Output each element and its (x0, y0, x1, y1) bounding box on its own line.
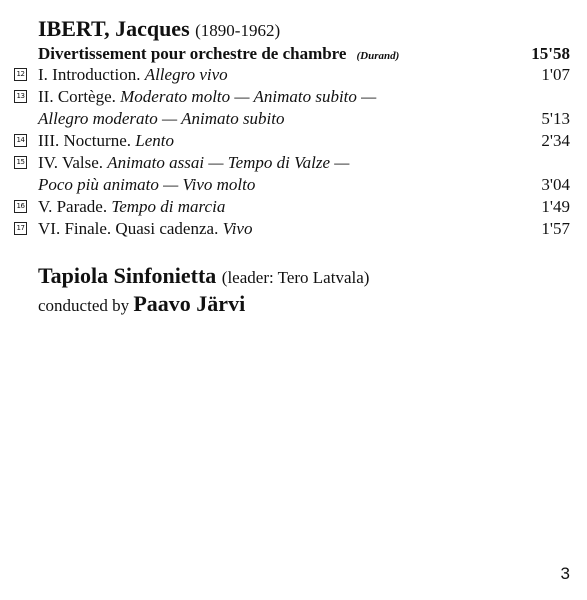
track-title (38, 86, 376, 108)
track-tempo: Moderato molto — Animato subito — (120, 87, 377, 106)
track-title (38, 64, 228, 86)
composer-name: IBERT, Jacques (38, 16, 190, 41)
track-tempo: Poco più animato — Vivo molto (38, 175, 256, 194)
track-tempo: Allegro moderato — Animato subito (38, 109, 285, 128)
track-title (38, 152, 349, 174)
track-title (38, 196, 225, 218)
composer-heading (38, 16, 280, 44)
track-number-box: 17 (14, 222, 27, 235)
track-line (0, 86, 587, 108)
track-tempo: Tempo di marcia (111, 197, 226, 216)
track-tempo: Lento (135, 131, 174, 150)
work-publisher: (Durand) (356, 50, 400, 62)
work-heading (38, 44, 570, 64)
conductor-prefix: conducted by (38, 296, 134, 315)
track-number-box: 12 (14, 68, 27, 81)
conductor-name: Paavo Järvi (133, 291, 246, 316)
track-line (0, 108, 587, 130)
track-title (38, 174, 255, 196)
track-tempo: Vivo (222, 219, 253, 238)
track-movement: I. Introduction. (38, 65, 145, 84)
track-title (38, 218, 252, 240)
track-duration: 1'57 (541, 219, 570, 238)
track-duration: 2'34 (541, 131, 570, 150)
track-movement: VI. Finale. Quasi cadenza. (38, 219, 223, 238)
track-title (38, 130, 174, 152)
track-tempo: Allegro vivo (144, 65, 228, 84)
track-line (0, 130, 587, 152)
track-tempo: Animato assai — Tempo di Valze — (107, 153, 350, 172)
track-line (0, 64, 587, 86)
track-line (0, 196, 587, 218)
track-number-box: 16 (14, 200, 27, 213)
track-title (38, 108, 285, 130)
composer-dates: (1890-1962) (195, 21, 281, 40)
track-movement: IV. Valse. (38, 153, 108, 172)
page-number: 3 (560, 564, 570, 583)
work-title: Divertissement pour orchestre de chambre (38, 44, 347, 63)
track-duration: 1'49 (541, 197, 570, 216)
track-number-box: 15 (14, 156, 27, 169)
ensemble-line (38, 263, 369, 289)
track-duration: 5'13 (541, 109, 570, 128)
track-movement: V. Parade. (38, 197, 112, 216)
conductor-line (38, 291, 245, 317)
track-line (0, 218, 587, 240)
track-number-box: 14 (14, 134, 27, 147)
ensemble-leader: (leader: Tero Latvala) (221, 268, 370, 287)
track-list (0, 64, 587, 240)
track-number-box: 13 (14, 90, 27, 103)
track-movement: III. Nocturne. (38, 131, 136, 150)
track-movement: II. Cortège. (38, 87, 121, 106)
track-duration: 3'04 (541, 175, 570, 194)
track-line (0, 152, 587, 174)
work-total-time: 15'58 (531, 44, 570, 63)
track-line (0, 174, 587, 196)
track-duration: 1'07 (541, 65, 570, 84)
ensemble-name: Tapiola Sinfonietta (38, 263, 217, 288)
